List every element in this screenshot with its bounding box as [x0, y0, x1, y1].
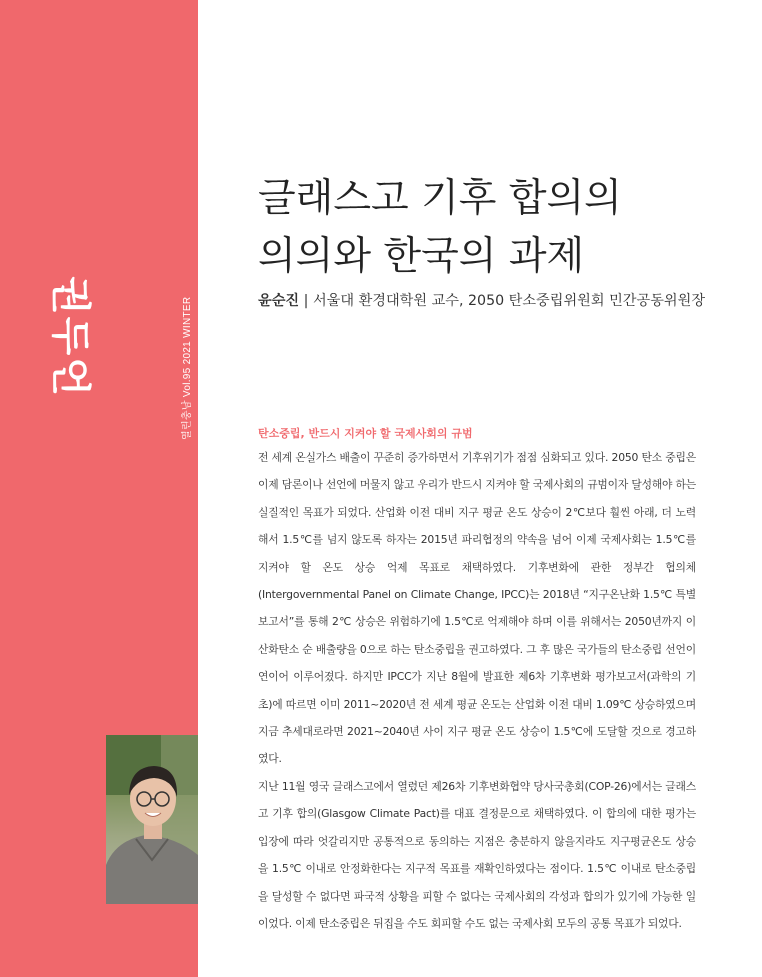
body-paragraph: 지난 11월 영국 글래스고에서 열렸던 제26차 기후변화협약 당사국총회(COP-26)에서는 글래스고 기후 합의(Glasgow Climate Pact)를 대표 결정문으로 채택하였다. 이 합의에 대한 평가는 입장에 따라 엇갈리지만 공통적으로 동의하는 지점은 충분하지 않을지라도 지구평균온도 상승을 1.5℃ 이내로 안정화한다는 지구적 목표를 재확인하였다는 점이다. 1.5℃ 이내로 탄소중립을 달성할 수 없다면 파국적 상황을 피할 수 없다는 국제사회의 각성과 합의가 있기에 가능한 일이었다. 이제 탄소중립은 뒤집을 수도 회피할 수도 없는 국제사회 모두의 공통 목표가 되었다.: [258, 779, 696, 930]
section-subheading: 탄소중립, 반드시 지켜야 할 국제사회의 규범: [258, 427, 473, 440]
author-byline: [258, 290, 705, 310]
title-line-2: 의의와 한국의 과제: [258, 234, 585, 279]
section-label: 권두언: [47, 276, 93, 398]
issue-label: 열린충남 Vol.95 2021 WINTER: [182, 296, 193, 440]
author-affiliation: 서울대 환경대학원 교수, 2050 탄소중립위원회 민간공동위원장: [312, 293, 706, 309]
article-title: [258, 170, 738, 286]
body-paragraph: 전 세계 온실가스 배출이 꾸준히 증가하면서 기후위기가 점점 심화되고 있다. 2050 탄소 중립은 이제 담론이나 선언에 머물지 않고 우리가 반드시 지켜야 할 국제사회의 규범이자 달성해야 하는 실질적인 목표가 되었다. 산업화 이전 대비 지구 평균 온도 상승이 2℃보다 훨씬 아래, 더 노력해서 1.5℃를 넘지 않도록 하자는 2015년 파리협정의 약속을 넘어 이제 국제사회는 1.5℃를 지켜야 할 온도 상승 억제 목표로 채택하였다. 기후변화에 관한 정부간 협의체(Intergovernmental Panel on Climate Change, IPCC)는 2018년 “지구온난화 1.5℃ 특별보고서”를 통해 2℃ 상승은 위험하기에 1.5℃로 억제해야 하며 이를 위해서는 2050년까지 이산화탄소 순 배출량을 0으로 하는 탄소중립을 권고하였다. 그 후 많은 국가들의 탄소중립 선언이 연이어 이루어졌다. 하지만 IPCC가 지난 8월에 발표한 제6차 기후변화 평가보고서(과학의 기초)에 따르면 이미 2011~2020년 전 세계 평균 온도는 산업화 이전 대비 1.09℃ 상승하였으며 지금 추세대로라면 2021~2040년 사이 지구 평균 온도 상승이 1.5℃에 도달할 것으로 경고하였다.: [258, 451, 696, 766]
author-portrait-image: [106, 735, 198, 904]
author-name: 윤순진: [258, 293, 300, 309]
author-photo: [106, 735, 198, 904]
title-line-1: 글래스고 기후 합의의: [258, 176, 622, 221]
byline-separator: |: [303, 293, 313, 309]
article-body: [258, 444, 696, 937]
